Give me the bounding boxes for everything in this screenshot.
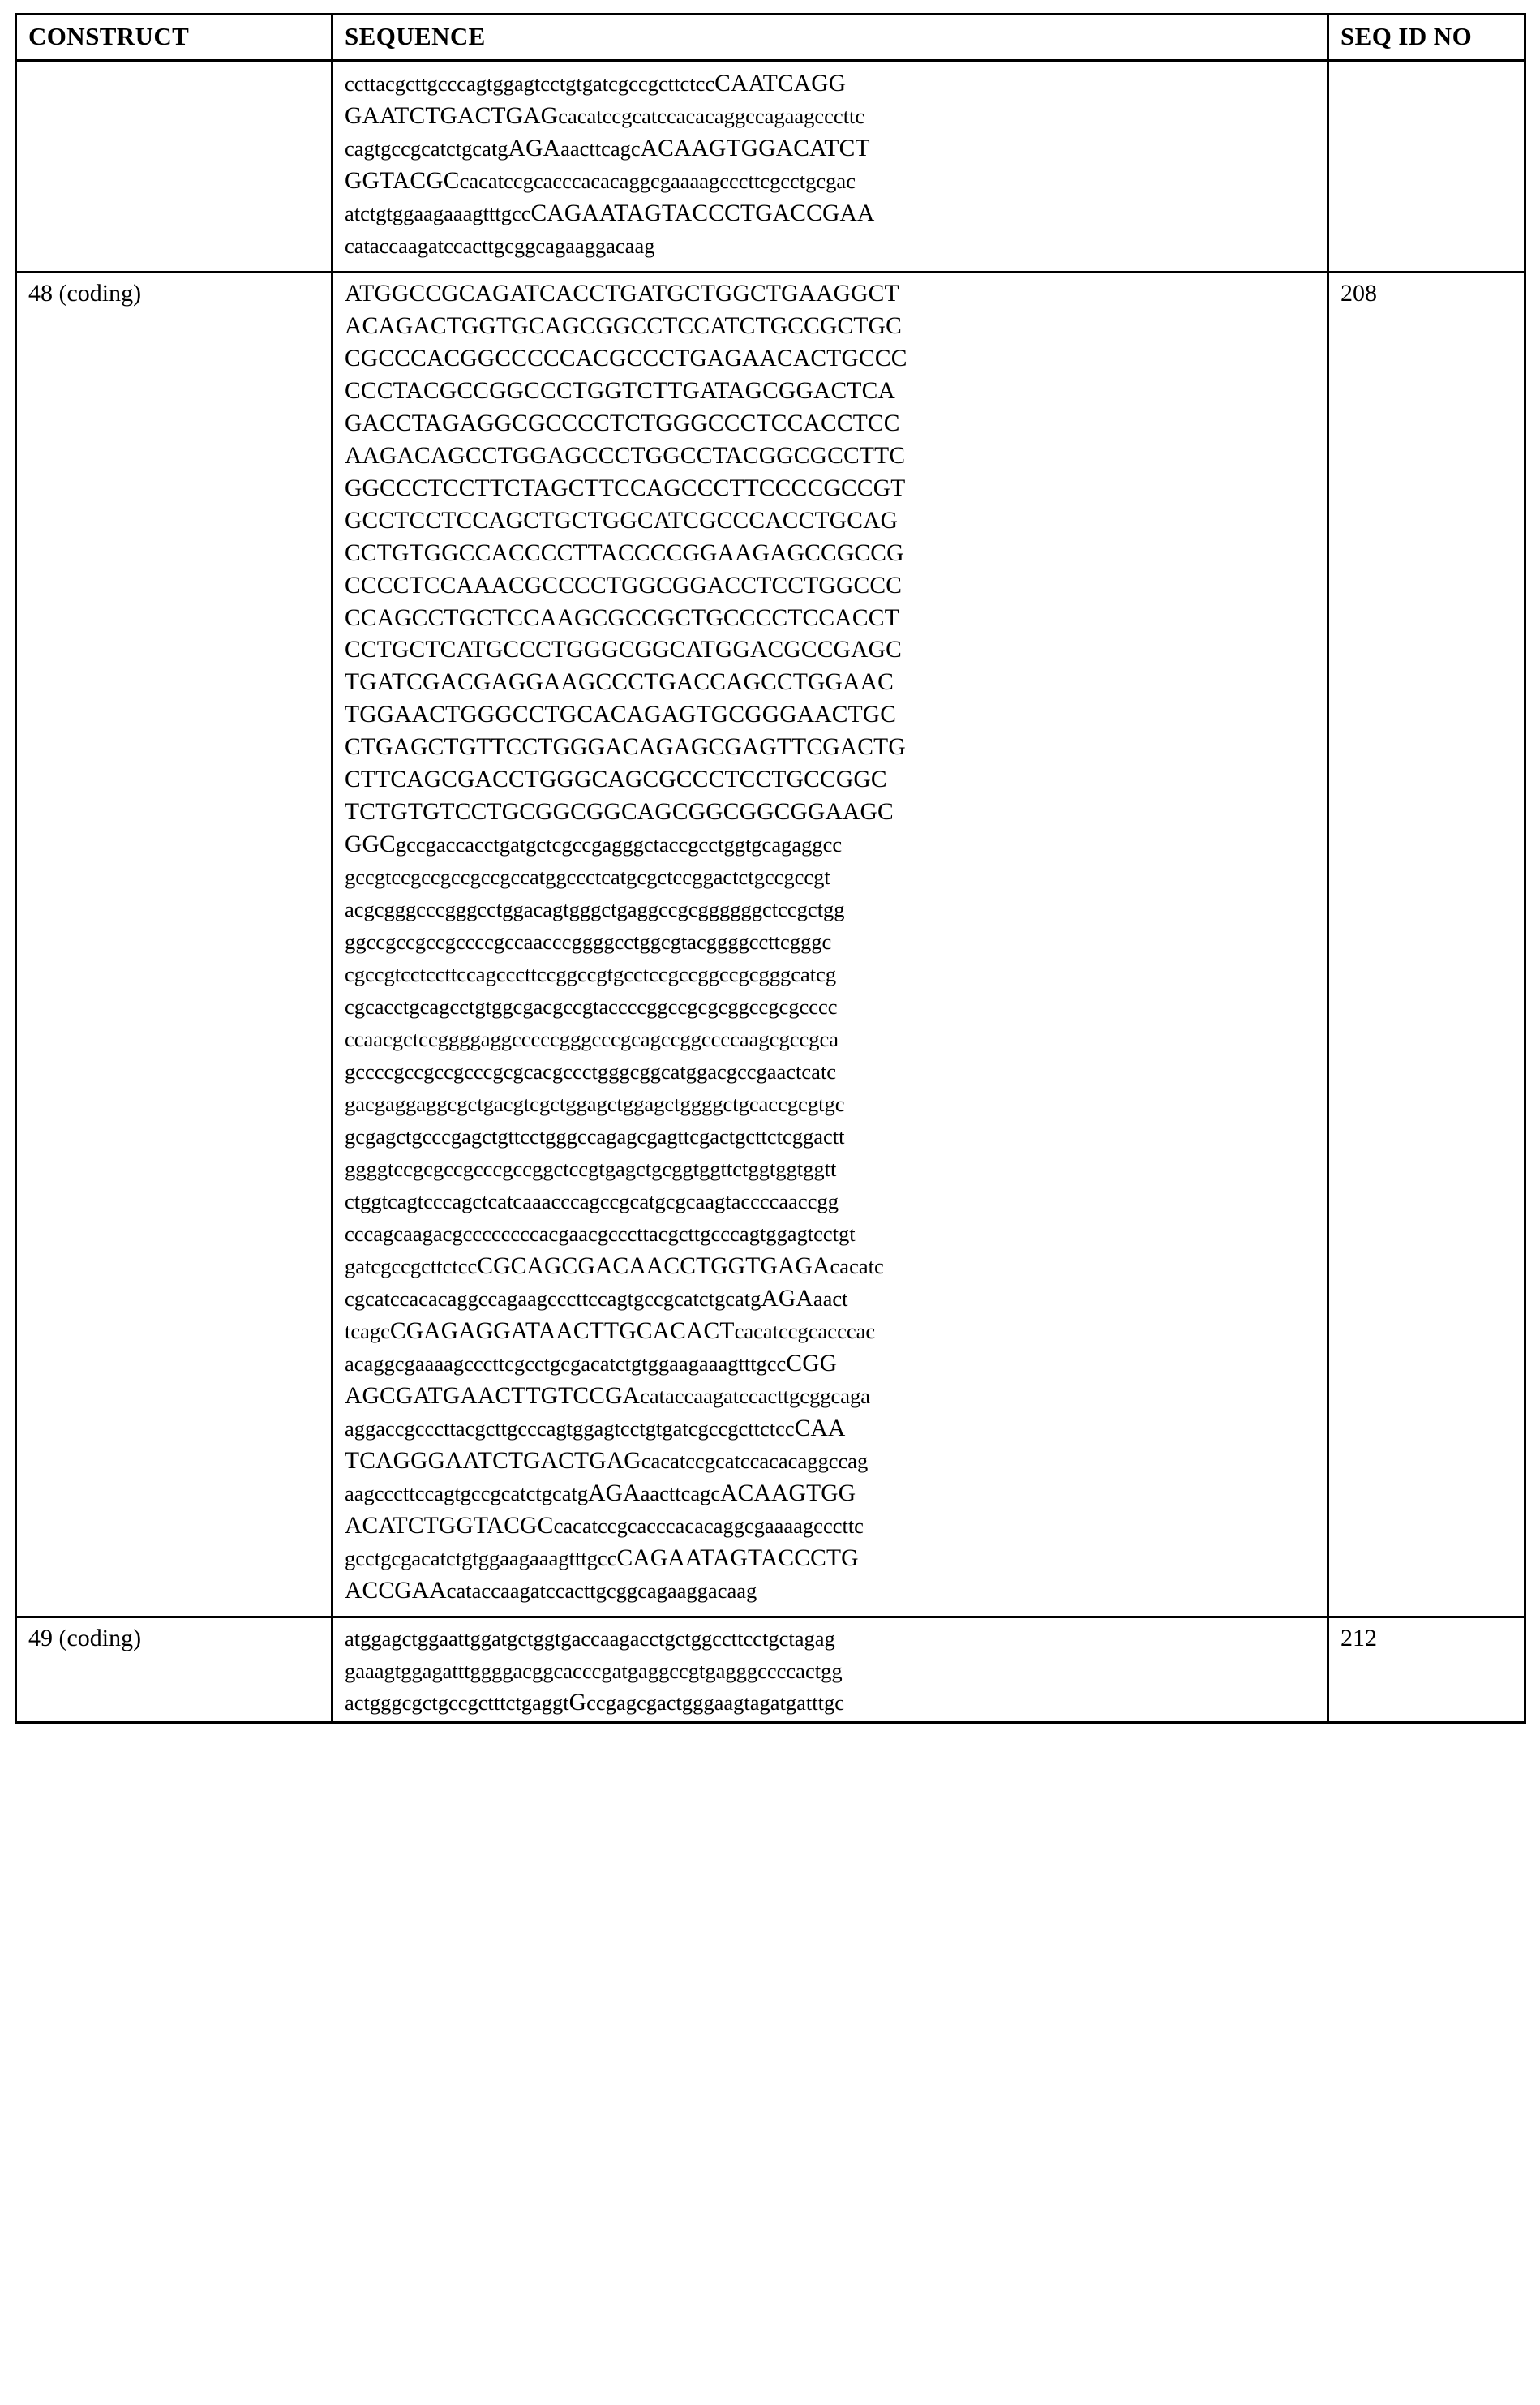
sequence-line [345, 797, 1319, 829]
column-header-construct: CONSTRUCT [16, 15, 332, 61]
sequence-line [345, 1089, 1319, 1121]
cell-seq-id-no: 208 [1328, 272, 1525, 1617]
sequence-line [345, 1623, 1319, 1656]
sequence-segment-uppercase: CAA [794, 1415, 846, 1441]
sequence-segment-uppercase: G [568, 1690, 587, 1716]
sequence-segment-lowercase: cgcatccacacaggccagaagcccttccagtgccgcatctgcatg [345, 1286, 761, 1311]
sequence-segment-uppercase: CCCTACGCCGGCCCTGGTCTTGATAGCGGACTCA [345, 377, 895, 404]
sequence-segment-lowercase: cacatccgcacccac [734, 1318, 876, 1343]
column-header-seq-id-no: SEQ ID NO [1328, 15, 1525, 61]
sequence-segment-uppercase: GACCTAGAGGCGCCCCTCTGGGCCCTCCACCTCC [345, 410, 900, 436]
sequence-segment-uppercase: GGCCCTCCTTCTAGCTTCCAGCCCTTCCCCGCCGT [345, 475, 906, 501]
sequence-line [345, 1283, 1319, 1316]
sequence-segment-lowercase: cataccaagatccacttgcggcaga [640, 1383, 871, 1408]
sequence-segment-lowercase: gacgaggaggcgctgacgtcgctggagctggagctggggctgcaccgcgtgc [345, 1092, 845, 1117]
cell-seq-id-no [1328, 61, 1525, 273]
sequence-line [345, 634, 1319, 667]
sequence-segment-uppercase: ACAAGTGGACATCT [640, 135, 870, 161]
sequence-segment-lowercase: gcctgcgacatctgtggaagaaagtttgcc [345, 1545, 617, 1570]
sequence-segment-uppercase: CGAGAGGATAACTTGCACACT [389, 1317, 735, 1344]
sequence-segment-uppercase: AGCGATGAACTTGTCCGA [345, 1382, 641, 1409]
sequence-segment-uppercase: CGCAGCGACAACCTGGTGAGA [477, 1252, 830, 1279]
cell-construct: 49 (coding) [16, 1617, 332, 1723]
sequence-segment-lowercase: gcgagctgcccgagctgttcctgggccagagcgagttcgactgcttctcggactt [345, 1124, 845, 1149]
sequence-segment-uppercase: TCTGTGTCCTGCGGCGGCAGCGGCGGCGGAAGC [345, 799, 894, 826]
sequence-segment-lowercase: cccagcaagacgccccccccacgaacgcccttacgcttgcccagtggagtcctgt [345, 1221, 856, 1246]
sequence-segment-uppercase: ACAAGTGG [720, 1480, 856, 1506]
sequence-segment-lowercase: ctggtcagtcccagctcatcaaacccagccgcatgcgcaagtaccccaaccgg [345, 1188, 839, 1213]
sequence-line [345, 376, 1319, 408]
sequence-line [345, 764, 1319, 797]
sequence-segment-lowercase: tcagc [345, 1318, 390, 1343]
table-head [16, 15, 1525, 61]
sequence-segment-uppercase: ACCGAA [345, 1577, 447, 1604]
sequence-line [345, 1575, 1319, 1608]
sequence-line [345, 1381, 1319, 1413]
sequence-line [345, 570, 1319, 603]
sequence-line [345, 732, 1319, 764]
sequence-line [345, 101, 1319, 133]
sequence-line [345, 1413, 1319, 1445]
sequence-line [345, 959, 1319, 991]
sequence-segment-lowercase: actgggcgctgccgctttctgaggt [345, 1690, 569, 1716]
sequence-line [345, 861, 1319, 894]
sequence-line [345, 440, 1319, 473]
sequence-line [345, 667, 1319, 699]
sequence-segment-lowercase: cataccaagatccacttgcggcagaaggacaag [446, 1578, 757, 1603]
sequence-segment-lowercase: aggaccgcccttacgcttgcccagtggagtcctgtgatcgccgcttctcc [345, 1415, 795, 1441]
table-row [16, 1617, 1525, 1723]
sequence-table [15, 13, 1526, 1724]
table-header-row [16, 15, 1525, 61]
sequence-segment-lowercase: aact [813, 1286, 848, 1311]
sequence-line [345, 473, 1319, 505]
sequence-segment-uppercase: CGG [786, 1350, 838, 1376]
sequence-line [345, 1543, 1319, 1575]
sequence-line [345, 1348, 1319, 1381]
sequence-segment-lowercase: cacatccgcacccacacaggcgaaaagcccttcgcctgcgac [459, 168, 856, 193]
sequence-line [345, 894, 1319, 926]
sequence-segment-uppercase: CAGAATAGTACCCTGACCGAA [530, 200, 875, 226]
sequence-segment-lowercase: ccgagcgactgggaagtagatgatttgc [586, 1690, 844, 1716]
sequence-segment-lowercase: gccgaccacctgatgctcgccgagggctaccgcctggtgcagaggcc [395, 832, 843, 857]
sequence-line [345, 165, 1319, 198]
sequence-segment-uppercase: GGC [345, 831, 396, 858]
sequence-line [345, 1186, 1319, 1218]
sequence-segment-uppercase: ATGGCCGCAGATCACCTGATGCTGGCTGAAGGCT [345, 280, 899, 307]
sequence-segment-uppercase: CAATCAGG [714, 71, 847, 97]
sequence-segment-uppercase: CTGAGCTGTTCCTGGGACAGAGCGAGTTCGACTG [345, 734, 906, 761]
sequence-segment-uppercase: AGA [588, 1480, 641, 1506]
sequence-segment-uppercase: ACAGACTGGTGCAGCGGCCTCCATCTGCCGCTGC [345, 312, 902, 339]
sequence-line [345, 603, 1319, 635]
sequence-segment-uppercase: TGATCGACGAGGAAGCCCTGACCAGCCTGGAAC [345, 669, 894, 696]
sequence-segment-lowercase: cacatc [830, 1253, 884, 1278]
sequence-segment-lowercase: ccttacgcttgcccagtggagtcctgtgatcgccgcttctcc [345, 71, 715, 96]
sequence-line [345, 926, 1319, 959]
sequence-line [345, 829, 1319, 861]
sequence-line [345, 699, 1319, 732]
sequence-line [345, 68, 1319, 101]
table-row [16, 272, 1525, 1617]
sequence-segment-uppercase: CCAGCCTGCTCCAAGCGCCGCTGCCCCTCCACCT [345, 604, 899, 631]
sequence-segment-uppercase: CCTGCTCATGCCCTGGGCGGCATGGACGCCGAGC [345, 637, 903, 664]
sequence-segment-uppercase: AGA [761, 1285, 813, 1312]
sequence-segment-lowercase: cataccaagatccacttgcggcagaaggacaag [345, 233, 655, 258]
sequence-segment-uppercase: GGTACGC [345, 167, 460, 194]
sequence-segment-lowercase: ccaacgctccggggaggcccccgggcccgcagccggccccaagcgccgca [345, 1027, 839, 1052]
sequence-segment-lowercase: gccgtccgccgccgccgccatggccctcatgcgctccggactctgccgccgt [345, 865, 830, 890]
sequence-segment-uppercase: ACATCTGGTACGC [345, 1512, 554, 1539]
sequence-segment-uppercase: TGGAACTGGGCCTGCACAGAGTGCGGGAACTGC [345, 702, 897, 728]
table-body [16, 61, 1525, 1723]
cell-sequence [332, 272, 1328, 1617]
sequence-segment-lowercase: cacatccgcatccacacaggccag [641, 1448, 869, 1473]
sequence-line [345, 505, 1319, 538]
sequence-segment-lowercase: cacatccgcacccacacaggcgaaaagcccttc [553, 1513, 864, 1538]
sequence-segment-uppercase: GAATCTGACTGAG [345, 102, 559, 129]
sequence-line [345, 1056, 1319, 1089]
sequence-segment-lowercase: gaaagtggagatttggggacggcacccgatgaggccgtgagggccccactgg [345, 1658, 843, 1683]
sequence-line [345, 408, 1319, 440]
sequence-segment-uppercase: TCAGGGAATCTGACTGAG [345, 1447, 641, 1474]
sequence-line [345, 1687, 1319, 1720]
table-row [16, 61, 1525, 273]
sequence-segment-lowercase: gccccgccgccgcccgcgcacgccctgggcggcatggacgccgaactcatc [345, 1059, 837, 1084]
sequence-segment-lowercase: cacatccgcatccacacaggccagaagcccttc [558, 103, 865, 128]
sequence-segment-lowercase: aacttcagc [560, 135, 641, 161]
cell-construct: 48 (coding) [16, 272, 332, 1617]
cell-sequence [332, 61, 1328, 273]
sequence-segment-uppercase: CCCCTCCAAACGCCCCTGGCGGACCTCCTGGCCC [345, 572, 903, 599]
sequence-line [345, 311, 1319, 343]
sequence-line [345, 1478, 1319, 1510]
sequence-segment-lowercase: cagtgccgcatctgcatg [345, 135, 508, 161]
sequence-segment-uppercase: AGA [508, 135, 561, 161]
sequence-line [345, 278, 1319, 311]
sequence-line [345, 1251, 1319, 1283]
sequence-segment-lowercase: ggggtccgcgccgcccgccggctccgtgagctgcggtggttctggtggtggtt [345, 1156, 837, 1181]
sequence-line [345, 198, 1319, 230]
sequence-line [345, 1316, 1319, 1348]
column-header-sequence: SEQUENCE [332, 15, 1328, 61]
sequence-segment-lowercase: acaggcgaaaagcccttcgcctgcgacatctgtggaagaaagtttgcc [345, 1351, 787, 1376]
sequence-line [345, 1218, 1319, 1251]
sequence-segment-lowercase: acgcgggcccgggcctggacagtgggctgaggccgcggggggctccgctgg [345, 897, 845, 922]
sequence-segment-lowercase: ggccgccgccgccccgccaacccggggcctggcgtacggggccttcgggc [345, 930, 832, 955]
sequence-segment-uppercase: GCCTCCTCCAGCTGCTGGCATCGCCCACCTGCAG [345, 507, 899, 534]
sequence-segment-lowercase: atctgtggaagaaagtttgcc [345, 200, 531, 225]
sequence-segment-lowercase: cgcacctgcagcctgtggcgacgccgtaccccggccgcgcggccgcgcccc [345, 994, 838, 1020]
sequence-segment-uppercase: AAGACAGCCTGGAGCCCTGGCCTACGGCGCCTTC [345, 442, 906, 469]
cell-construct [16, 61, 332, 273]
sequence-segment-lowercase: cgccgtcctccttccagcccttccggccgtgcctccgccggccgcgggcatcg [345, 962, 837, 987]
sequence-segment-lowercase: atggagctggaattggatgctggtgaccaagacctgctggccttcctgctagag [345, 1626, 835, 1651]
sequence-line [345, 991, 1319, 1024]
sequence-segment-uppercase: CTTCAGCGACCTGGGCAGCGCCCTCCTGCCGGC [345, 767, 887, 793]
sequence-line [345, 1024, 1319, 1056]
sequence-segment-lowercase: gatcgccgcttctcc [345, 1253, 478, 1278]
sequence-segment-uppercase: CCTGTGGCCACCCCTTACCCCGGAAGAGCCGCCG [345, 539, 904, 566]
sequence-line [345, 230, 1319, 263]
cell-sequence [332, 1617, 1328, 1723]
sequence-line [345, 133, 1319, 165]
sequence-segment-lowercase: aagcccttccagtgccgcatctgcatg [345, 1480, 589, 1505]
sequence-line [345, 1153, 1319, 1186]
sequence-line [345, 1510, 1319, 1543]
sequence-segment-lowercase: aacttcagc [640, 1480, 721, 1505]
sequence-line [345, 1445, 1319, 1478]
sequence-segment-uppercase: CAGAATAGTACCCTG [616, 1544, 859, 1571]
sequence-line [345, 1121, 1319, 1153]
cell-seq-id-no: 212 [1328, 1617, 1525, 1723]
sequence-segment-uppercase: CGCCCACGGCCCCCACGCCCTGAGAACACTGCCC [345, 345, 907, 371]
sequence-line [345, 1656, 1319, 1688]
sequence-line [345, 538, 1319, 570]
sequence-line [345, 343, 1319, 376]
